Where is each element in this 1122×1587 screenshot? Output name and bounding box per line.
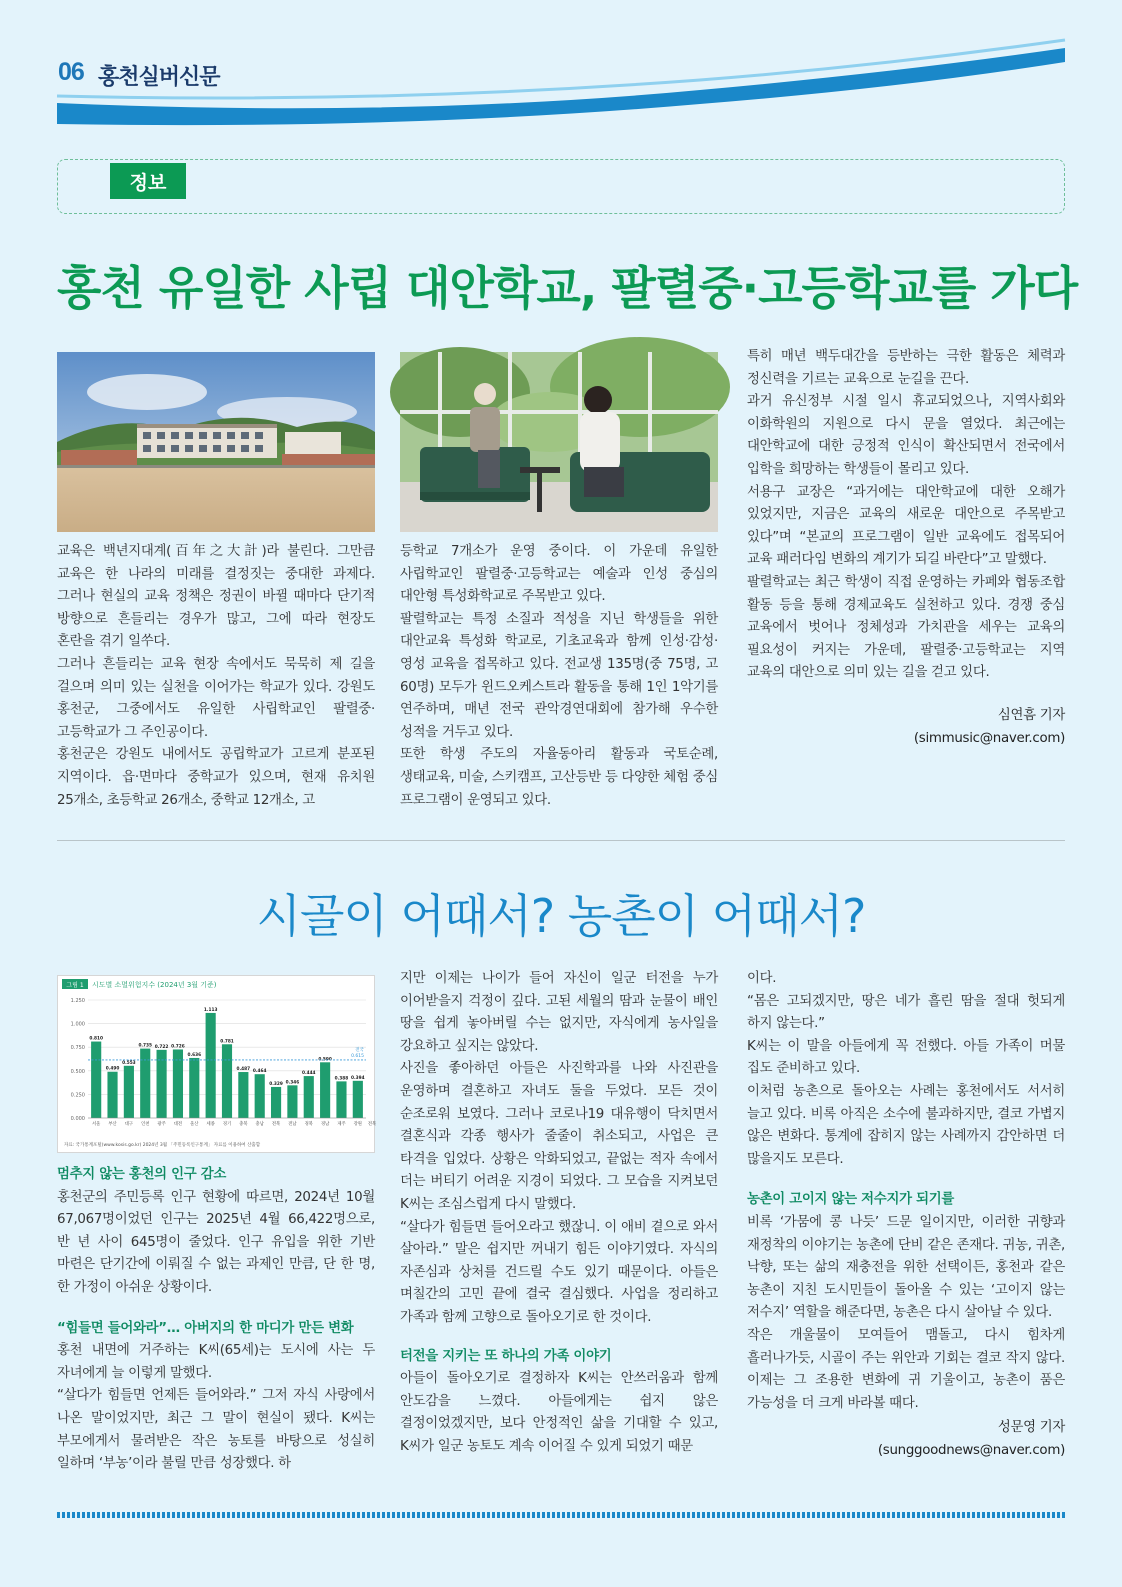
article1-column-3: [747, 346, 1065, 750]
chart-average-label: 전국: [355, 1047, 364, 1053]
chart-x-tick: 광주: [157, 1122, 166, 1127]
article1-col1-paragraph: 교육은 백년지대계(百年之大計)라 불린다. 그만큼 교육은 한 나라의 미래를 결정짓는 중대한 과제다. 그러나 현실의 교육 정책은 정권이 바뀔 때마다 단기적 방향으로 흔들리는 경우가 많고, 그에 따라 현장도 혼란을 겪기 일쑤다.: [57, 544, 375, 650]
chart-data-label: 0.444: [301, 1071, 316, 1077]
chart-y-tick: 1.000: [70, 1021, 85, 1028]
chart-bar: [124, 1066, 134, 1118]
article1-col1-paragraph: 그러나 흔들리는 교육 현장 속에서도 묵묵히 제 길을 걸으며 의미 있는 실천을 이어가는 학교가 있다. 강원도 홍천군, 그중에서도 유일한 사립학교인 팔렬중·고등학교가 그 주인공이다.: [57, 656, 375, 740]
chart-bar: [91, 1042, 101, 1118]
article2-title: 시골이 어때서? 농촌이 어때서?: [256, 889, 866, 943]
chart-data-label: 0.553: [122, 1060, 136, 1066]
article1-title: 홍천 유일한 사립 대안학교, 팔렬중·고등학교를 가다: [57, 261, 1078, 315]
chart-x-tick: 부산: [108, 1122, 117, 1127]
chart-bar: [255, 1074, 265, 1118]
chart-data-label: 0.487: [236, 1067, 251, 1073]
chart-svg: [58, 976, 377, 1152]
bottom-border: [57, 1512, 1065, 1518]
school-building-photo: [57, 352, 375, 532]
article2-subheading-4: 농촌이 고이지 않는 저수지가 되기를: [747, 1192, 954, 1208]
chart-data-label: 0.636: [187, 1052, 202, 1058]
article2-col1-paragraph: 홍천군의 주민등록 인구 현황에 따르면, 2024년 10월 67,067명이었던 인구는 2025년 4월 66,422명으로, 반 년 사이 645명이 줄었다. 인구 유입을 위한 기반 마련은 단기간에 이뤄질 수 없는 과제인 만큼, 단 한 명, 한 가정이 아쉬운 상황이다.: [57, 1189, 375, 1295]
chart-data-label: 0.388: [334, 1076, 349, 1082]
chart-y-tick: 0.500: [70, 1068, 85, 1075]
article1-col3-paragraph: 서용구 교장은 “과거에는 대안학교에 대한 오해가 있었지만, 지금은 교육의 새로운 대안으로 주목받고 있다”며 “본교의 프로그램이 일반 교육에도 접목되어 교육 패러다임 변화의 계기가 되길 바란다”고 말했다.: [747, 484, 1065, 568]
chart-x-tick: 경남: [320, 1122, 330, 1127]
chart-x-tick: 대구: [124, 1122, 134, 1127]
article1-col1-paragraph: 홍천군은 강원도 내에서도 공립학교가 고르게 분포된 지역이다. 읍·면마다 중학교가 있으며, 현재 유치원 25개소, 초등학교 26개소, 중학교 12개소, 고: [57, 747, 375, 808]
article1-col3-paragraph: 팔렬학교는 최근 학생이 직접 운영하는 카페와 협동조합 활동 등을 통해 경제교육도 실천하고 있다. 경쟁 중심 교육에서 벗어나 정체성과 가치관을 세우는 교육의 필요성이 커지는 가운데, 팔렬중·고등학교는 지역 교육의 대안으로 의미 있는 길을 걷고 있다.: [747, 574, 1065, 681]
chart-y-tick: 0.000: [70, 1116, 85, 1122]
chart-bar: [336, 1081, 346, 1118]
chart-data-label: 0.722: [154, 1044, 169, 1050]
article2-col3-paragraph: 비록 ‘가뭄에 콩 나듯’ 드문 일이지만, 이러한 귀향과 재정착의 이야기는 농촌에 단비 같은 존재다. 귀농, 귀촌, 낙향, 또는 삶의 재충전을 위한 선택이든, 홍천과 같은 농촌이 지친 도시민들이 돌아올 수 있는 ‘고이지 않는 저수지’ 역할을 해준다면, 농촌은 다시 살아날 수 있다.: [747, 1214, 1065, 1321]
header-swoosh: [0, 50, 1122, 140]
chart-bar: [238, 1072, 248, 1118]
article2-col2-paragraph: 아들이 돌아오기로 결정하자 K씨는 안쓰러움과 함께 안도감을 느꼈다. 아들에게는 쉽지 않은 결정이었겠지만, 보다 안정적인 삶을 기대할 수 있고, K씨가 일군 농토도 계속 이어질 수 있게 되었기 때문: [400, 1371, 718, 1454]
chart-data-label: 0.394: [351, 1075, 365, 1081]
article2-col3-paragraph: 이처럼 농촌으로 돌아오는 사례는 홍천에서도 서서히 늘고 있다. 비록 아직은 소수에 불과하지만, 결코 가볍지 않은 변화다. 통계에 잡히지 않는 사례까지 감안하면 더 많을지도 모른다.: [747, 1083, 1065, 1167]
paper-name: 홍천실버신문: [98, 64, 220, 90]
chart-data-label: 0.490: [105, 1066, 120, 1072]
article2-column-1: [57, 1164, 375, 1476]
chart-x-tick: 강원: [353, 1122, 362, 1127]
article2-column-3: [747, 968, 1065, 1462]
article2-col3-paragraph: “몸은 고되겠지만, 땅은 네가 흘린 땀을 절대 헛되게 하지 않는다.”: [747, 993, 1065, 1032]
chart-data-label: 0.726: [171, 1044, 185, 1050]
article2-subheading-3: 터전을 지키는 또 하나의 가족 이야기: [400, 1348, 612, 1364]
chart-bar: [222, 1044, 232, 1118]
chart-average-value: 0.615: [351, 1053, 364, 1059]
chart-x-tick: 서울: [92, 1122, 101, 1127]
article1-column-2: [400, 541, 718, 812]
chart-bar: [287, 1085, 297, 1118]
article-divider: [57, 840, 1065, 841]
article2-col1-paragraph: 홍천 내면에 거주하는 K씨(65세)는 도시에 사는 두 자녀에게 늘 이렇게 말했다.: [57, 1343, 375, 1381]
chart-data-label: 0.810: [89, 1036, 103, 1042]
article2-subheading-2: “힘들면 들어와라”… 아버지의 한 마디가 만든 변화: [57, 1320, 354, 1336]
chart-data-label: 1.113: [203, 1007, 218, 1013]
chart-bar: [140, 1049, 150, 1118]
section-label: 정보: [110, 163, 186, 199]
article2-email: (sunggoodnews@naver.com): [877, 1442, 1065, 1458]
article2-subheading-1: 멈추지 않는 홍천의 인구 감소: [57, 1167, 227, 1182]
article2-col2-paragraph: 사진을 좋아하던 아들은 사진학과를 나와 사진관을 운영하며 결혼하고 자녀도 둘을 두었다. 모든 것이 순조로워 보였다. 그러나 코로나19 대유행이 닥치면서 결혼식과 각종 행사가 줄줄이 취소되고, 사업은 큰 타격을 입었다. 상황은 악화되었고, 끝없는 적자 속에서 더는 버티기 어려운 지경이 되었다. 그 모습을 지켜보던 K씨는 조심스럽게 다시 말했다.: [400, 1061, 718, 1212]
chart-y-tick: 0.750: [70, 1045, 85, 1052]
article2-col3-paragraph: 작은 개울물이 모여들어 맴돌고, 다시 힘차게 흘러나가듯, 시골이 주는 위안과 기회는 결코 작지 않다. 이제는 그 조용한 변화에 귀 기울이고, 농촌이 품은 가능성을 더 크게 바라볼 때다.: [747, 1327, 1065, 1411]
article2-col3-paragraph: K씨는 이 말을 아들에게 꼭 전했다. 아들 가족이 머물 집도 준비하고 있다.: [747, 1038, 1065, 1077]
chart-bar: [173, 1049, 183, 1118]
chart-bar: [206, 1013, 216, 1118]
chart-y-tick: 1.250: [70, 998, 85, 1004]
article1-column-1: [57, 541, 375, 812]
article1-col3-paragraph: 과거 유신정부 시절 일시 휴교되었으나, 지역사회와 이화학원의 지원으로 다시 문을 열었다. 최근에는 대안학교에 대한 긍정적 인식이 확산되면서 전국에서 입학을 희망하는 학생들이 몰리고 있다.: [747, 394, 1065, 477]
chart-data-label: 0.464: [252, 1069, 267, 1075]
page-number: 06: [58, 58, 84, 86]
chart-x-tick: 전북: [367, 1122, 377, 1127]
article1-col2-paragraph: 등학교 7개소가 운영 중이다. 이 가운데 유일한 사립학교인 팔렬중·고등학교는 예술과 인성 중심의 대안형 특성화학교로 주목받고 있다.: [400, 544, 718, 605]
chart-data-label: 0.329: [269, 1081, 283, 1087]
chart-y-tick: 0.250: [70, 1092, 85, 1099]
chart-x-tick: 전북: [271, 1122, 281, 1127]
article1-email: (simmusic@naver.com): [913, 730, 1065, 746]
chart-x-tick: 전남: [288, 1122, 297, 1127]
article1-byline: 심연흠 기자: [997, 707, 1065, 723]
chart-x-tick: 제주: [337, 1122, 346, 1127]
chart-x-tick: 울산: [190, 1122, 199, 1127]
article2-col1-paragraph: “살다가 힘들면 언제든 들어와라.” 그저 자식 사랑에서 나온 말이었지만, 최근 그 말이 현실이 됐다. K씨는 부모에게서 물려받은 작은 농토를 바탕으로 성실히 일하며 ‘부농’이라 불릴 만큼 성장했다. 하: [57, 1388, 375, 1472]
chart-source: 자료: 국가통계포털(www.kosis.go.kr) 2024년 3월 「주민등록인구통계」 자료를 이용하여 산출함: [64, 1143, 261, 1148]
chart-x-tick: 대전: [173, 1122, 183, 1127]
chart-bar: [271, 1087, 281, 1118]
chart-bar: [189, 1058, 199, 1118]
article2-column-2: [400, 968, 718, 1458]
article1-col2-paragraph: 팔렬학교는 특정 소질과 적성을 지닌 학생들을 위한 대안교육 특성화 학교로, 기초교육과 함께 인성·감성·영성 교육을 접목하고 있다. 전교생 135명(중 75명, 고 60명) 모두가 윈드오케스트라 활동을 통해 1인 1악기를 연주하며, 매년 전국 관악경연대회에 참가해 우수한 성적을 거두고 있다.: [400, 611, 718, 740]
population-chart: [57, 975, 375, 1153]
chart-data-label: 0.590: [318, 1057, 332, 1063]
chart-data-label: 0.735: [138, 1043, 153, 1049]
interview-photo: [400, 352, 718, 532]
article2-col3-paragraph: 이다.: [747, 971, 777, 986]
article2-col2-paragraph: “살다가 힘들면 들어오라고 했잖니. 이 애비 곁으로 와서 살아라.” 말은 쉽지만 꺼내기 힘든 이야기였다. 자식의 자존심과 상처를 건드릴 수도 있기 때문이다. 아들은 며칠간의 고민 끝에 결국 결심했다. 사업을 정리하고 가족과 함께 고향으로 돌아오기로 한 것이다.: [400, 1219, 718, 1325]
chart-bar: [107, 1072, 117, 1118]
chart-x-tick: 충북: [239, 1122, 248, 1127]
chart-badge: 그림 1: [66, 982, 84, 989]
chart-bar: [304, 1076, 314, 1118]
article1-col2-paragraph: 또한 학생 주도의 자율동아리 활동과 국토순례, 생태교육, 미술, 스키캠프, 고산등반 등 다양한 체험 중심 프로그램이 운영되고 있다.: [400, 747, 718, 808]
chart-x-tick: 세종: [206, 1122, 215, 1127]
section-box: [57, 159, 1065, 214]
chart-data-label: 0.346: [285, 1080, 300, 1086]
chart-x-tick: 충남: [255, 1122, 264, 1127]
chart-x-tick: 경기: [222, 1122, 232, 1127]
article2-byline: 성문영 기자: [997, 1420, 1065, 1436]
chart-x-tick: 경북: [304, 1122, 313, 1127]
chart-data-label: 0.781: [220, 1039, 234, 1045]
article1-col3-paragraph: 특히 매년 백두대간을 등반하는 극한 활동은 체력과 정신력을 기르는 교육으로 눈길을 끈다.: [747, 349, 1065, 387]
chart-bar: [353, 1081, 363, 1118]
article2-col2-paragraph: 지만 이제는 나이가 들어 자신이 일군 터전을 누가 이어받을지 걱정이 깊다. 고된 세월의 땀과 눈물이 배인 땅을 쉽게 놓아버릴 수는 없지만, 자식에게 농사일을 강요하고 싶지는 않았다.: [400, 971, 718, 1054]
chart-bar: [320, 1062, 330, 1118]
chart-title: 시도별 소멸위험지수 (2024년 3월 기준): [92, 981, 217, 989]
chart-x-tick: 인천: [141, 1122, 150, 1127]
